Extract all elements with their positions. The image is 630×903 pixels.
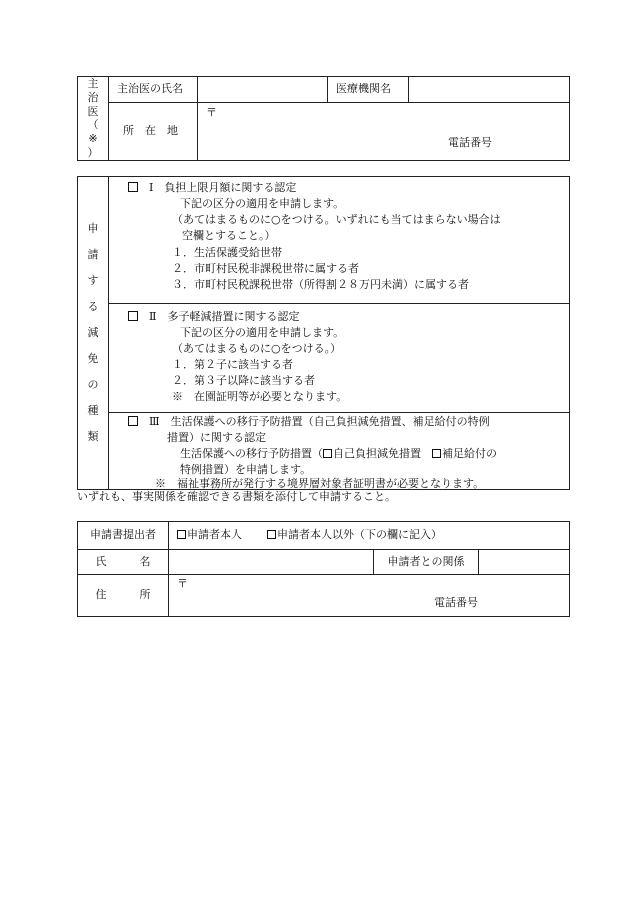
submitter-postal-mark: 〒 — [177, 577, 188, 590]
submitter-other-label: 申請者本人以外（下の欄に記入） — [277, 528, 442, 542]
doctor-side-label: 主 治 医 （ ※ ） — [78, 77, 109, 161]
doctor-name-label: 主治医の氏名 — [109, 77, 198, 103]
section-1: Ⅰ 負担上限月額に関する認定 下記の区分の適用を申請します。 （あてはまるものに○をつける。いずれにも当てはまらない場合は 空欄とすること。） １．生活保護受給世帯 ２．市町村民税非課税世帯に属する者 ３．市町村民税課税世帯（所得割２８万円未満）に属する者 — [109, 177, 570, 304]
doctor-address-label: 所 在 地 — [109, 102, 198, 160]
submitter-address-field[interactable] — [169, 575, 570, 617]
relation-field[interactable] — [479, 550, 570, 575]
submitter-phone-label: 電話番号 — [434, 596, 478, 609]
submitter-address-label: 住 所 — [78, 575, 169, 617]
section-3-title: Ⅲ 生活保護への移行予防措置（自己負担減免措置、補足給付の特例 — [149, 415, 490, 428]
institution-field[interactable] — [409, 77, 570, 103]
section-1-title: Ⅰ 負担上限月額に関する認定 — [149, 181, 297, 194]
self-pay-option-checkbox[interactable] — [323, 449, 332, 458]
submitter-name-label: 氏 名 — [78, 550, 169, 575]
section-2: Ⅱ 多子軽減措置に関する認定 下記の区分の適用を申請します。 （あてはまるものに○をつける。） １．第２子に該当する者 ２．第３子以降に該当する者 ※ 在園証明等が必要となります。 — [109, 304, 570, 413]
submitter-self-label: 申請者本人 — [187, 528, 242, 542]
submitter-label: 申請書提出者 — [78, 522, 169, 550]
submitter-options — [169, 522, 570, 550]
submitter-other-checkbox[interactable] — [267, 530, 276, 539]
section-3: Ⅲ 生活保護への移行予防措置（自己負担減免措置、補足給付の特例 措置）に関する認定 生活保護への移行予防措置（ 自己負担減免措置 補足給付の 特例措置）を申請します。 ※ 福祉事務所が発行する境界層対象者証明書が必要となります。 — [109, 413, 570, 490]
attachment-note: いずれも、事実関係を確認できる書類を添付して申請すること。 — [77, 490, 396, 503]
reduction-table — [77, 176, 570, 490]
section-2-title: Ⅱ 多子軽減措置に関する認定 — [149, 310, 300, 323]
doctor-name-field[interactable] — [198, 77, 328, 103]
section-3-note: ※ 福祉事務所が発行する境界層対象者証明書が必要となります。 — [155, 477, 485, 490]
section-1-checkbox[interactable] — [128, 182, 138, 192]
doctor-address-field[interactable] — [198, 102, 570, 160]
supplementary-option-checkbox[interactable] — [432, 449, 441, 458]
doctor-table — [77, 76, 570, 161]
section-3-checkbox[interactable] — [128, 416, 138, 426]
submitter-self-checkbox[interactable] — [177, 530, 186, 539]
relation-label: 申請者との関係 — [374, 550, 479, 575]
postal-mark: 〒 — [206, 105, 217, 119]
section-2-checkbox[interactable] — [128, 311, 138, 321]
submitter-table — [77, 521, 570, 617]
institution-label: 医療機関名 — [328, 77, 409, 103]
doctor-phone-label: 電話番号 — [448, 135, 492, 149]
reduction-side-label: 申 請 す る 減 免 の 種 類 — [78, 177, 109, 490]
submitter-name-field[interactable] — [169, 550, 374, 575]
